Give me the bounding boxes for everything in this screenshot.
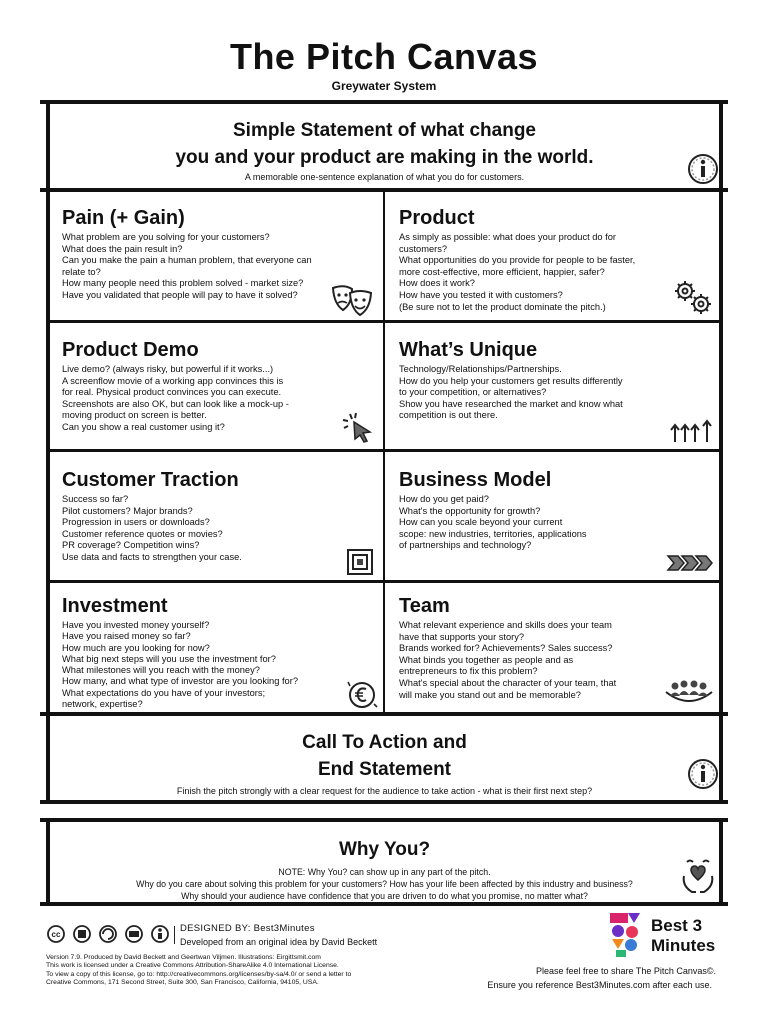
share-line-2: Ensure you reference Best3Minutes.com after each use. bbox=[487, 980, 712, 990]
license-line: This work is licensed under a Creative Commons Attribution-ShareAlike 4.0 International License. bbox=[46, 962, 339, 970]
info-icon bbox=[687, 153, 719, 185]
cc-license-icons bbox=[46, 924, 172, 944]
business-line: How can you scale beyond your current bbox=[399, 517, 563, 528]
section-business-model bbox=[399, 468, 714, 552]
arrows-up-icon bbox=[670, 418, 714, 444]
team-line: entrepreneurs to fix this problem? bbox=[399, 666, 538, 677]
team-people-icon bbox=[664, 678, 714, 706]
forward-arrows-icon bbox=[666, 552, 714, 574]
theatre-masks-icon bbox=[330, 284, 374, 318]
demo-line: Screenshots are also OK, but can look like a mock-up - bbox=[62, 398, 289, 409]
why-you-box bbox=[46, 818, 723, 906]
best3minutes-logo-icon bbox=[608, 912, 642, 958]
business-line: of partnerships and technology? bbox=[399, 540, 532, 551]
traction-line: PR coverage? Competition wins? bbox=[62, 540, 200, 551]
cta-line-2: End Statement bbox=[317, 759, 452, 780]
demo-line: Can you show a real customer using it? bbox=[62, 421, 225, 432]
heart-hands-icon bbox=[678, 858, 718, 898]
why-line: NOTE: Why You? can show up in any part of the pitch. bbox=[278, 867, 491, 877]
license-line: To view a copy of this license, go to: http://creativecommons.org/licenses/by-sa/4.0/ or send a letter to bbox=[46, 970, 352, 978]
product-title: Product bbox=[399, 207, 475, 229]
demo-line: for real. Physical product convinces you can execute. bbox=[62, 387, 282, 398]
traction-line: Pilot customers? Major brands? bbox=[62, 505, 193, 516]
investment-line: How many, and what type of investor are you looking for? bbox=[62, 676, 298, 687]
product-line: As simply as possible: what does your product do for bbox=[399, 232, 617, 242]
svg-text:cc: cc bbox=[51, 930, 61, 939]
statement-line-2: you and your product are making in the world. bbox=[175, 147, 594, 168]
investment-line: What expectations do you have of your investors; bbox=[62, 687, 266, 698]
gears-icon bbox=[672, 278, 714, 316]
statement-line-1: Simple Statement of what change bbox=[233, 120, 536, 141]
pain-line: Can you make the pain a human problem, that everyone can bbox=[62, 255, 312, 266]
business-line: scope: new industries, territories, applications bbox=[399, 528, 587, 539]
business-model-title: Business Model bbox=[399, 469, 552, 491]
investment-title: Investment bbox=[62, 595, 168, 617]
section-product bbox=[399, 206, 714, 313]
unique-line: How do you help your customers get results differently bbox=[399, 375, 623, 386]
traction-line: Progression in users or downloads? bbox=[62, 517, 210, 528]
product-line: (Be sure not to let the product dominate the pitch.) bbox=[399, 301, 606, 312]
investment-line: How much are you looking for now? bbox=[62, 642, 210, 653]
statement-box bbox=[46, 100, 723, 192]
team-title: Team bbox=[399, 595, 450, 617]
product-line: How does it work? bbox=[399, 278, 475, 289]
traction-line: Success so far? bbox=[62, 494, 129, 504]
why-line: Why do you care about solving this problem for your customers? How has your life been affected by this industry and business? bbox=[136, 879, 633, 889]
license-text bbox=[46, 954, 351, 988]
why-you-title: Why You? bbox=[338, 839, 431, 860]
team-line: will make you stand out and be memorable? bbox=[399, 689, 581, 700]
unique-line: to your competition, or alternatives? bbox=[399, 387, 547, 398]
license-line: Version 7.9. Produced by David Beckett and Geertwan Viljmen. Illustrations: Eirgittsmit.com bbox=[46, 954, 321, 961]
license-line: Creative Commons, 171 Second Street, Suite 300, San Francisco, California, 94105, USA. bbox=[46, 979, 319, 987]
unique-line: Technology/Relationships/Partnerships. bbox=[399, 364, 562, 374]
share-line-1: Please feel free to share The Pitch Canvas©. bbox=[535, 966, 716, 976]
investment-line: network, expertise? bbox=[62, 699, 143, 710]
cursor-click-icon bbox=[340, 410, 376, 444]
team-line: have that supports your story? bbox=[399, 631, 525, 642]
developed-from: Developed from an original idea by David Beckett bbox=[180, 937, 378, 947]
brand-name-line-1: Best 3 bbox=[651, 916, 703, 935]
product-line: customers? bbox=[399, 243, 448, 254]
call-to-action-box bbox=[46, 712, 723, 804]
unique-line: Show you have researched the market and know what bbox=[399, 398, 623, 409]
business-line: How do you get paid? bbox=[399, 494, 489, 504]
team-line: What's special about the character of your team, that bbox=[399, 677, 617, 688]
investment-line: What big next steps will you use the investment for? bbox=[62, 653, 276, 664]
euro-coin-icon bbox=[346, 680, 378, 710]
traction-line: Use data and facts to strengthen your case. bbox=[62, 551, 242, 562]
investment-line: What milestones will you reach with the money? bbox=[62, 665, 260, 676]
team-line: Brands worked for? Achievements? Sales success? bbox=[399, 643, 613, 654]
pain-line: relate to? bbox=[62, 266, 101, 277]
demo-line: moving product on screen is better. bbox=[62, 410, 207, 421]
cta-note: Finish the pitch strongly with a clear request for the audience to take action - what is their first next step? bbox=[176, 786, 593, 796]
section-whats-unique bbox=[399, 338, 714, 422]
traction-line: Customer reference quotes or movies? bbox=[62, 528, 223, 539]
product-line: more cost-effective, more efficient, happier, safer? bbox=[399, 266, 605, 277]
designed-by: DESIGNED BY: Best3Minutes bbox=[180, 923, 315, 934]
product-line: How have you tested it with customers? bbox=[399, 289, 563, 300]
team-line: What binds you together as people and as bbox=[399, 654, 574, 665]
business-line: What's the opportunity for growth? bbox=[399, 505, 541, 516]
pain-title: Pain (+ Gain) bbox=[62, 207, 185, 229]
customer-traction-title: Customer Traction bbox=[62, 469, 239, 491]
why-line: Why should your audience have confidence that you are driven to do what you promise, no matter what? bbox=[181, 891, 588, 901]
section-product-demo bbox=[62, 338, 377, 434]
brand-name-line-2: Minutes bbox=[651, 936, 716, 955]
team-line: What relevant experience and skills does your team bbox=[399, 620, 612, 630]
demo-line: Live demo? (always risky, but powerful if it works...) bbox=[62, 364, 274, 374]
statement-note: A memorable one-sentence explanation of what you do for customers. bbox=[244, 172, 525, 182]
whats-unique-title: What’s Unique bbox=[399, 339, 538, 361]
demo-line: A screenflow movie of a working app convinces this is bbox=[62, 375, 284, 386]
section-investment bbox=[62, 594, 377, 710]
page-subtitle: Greywater System bbox=[331, 79, 437, 93]
pain-line: What problem are you solving for your customers? bbox=[62, 232, 270, 242]
info-icon bbox=[687, 758, 719, 790]
investment-line: Have you invested money yourself? bbox=[62, 620, 210, 630]
pain-line: What does the pain result in? bbox=[62, 243, 183, 254]
section-customer-traction bbox=[62, 468, 377, 564]
product-line: What opportunities do you provide for people to be faster, bbox=[399, 255, 636, 266]
investment-line: Have you raised money so far? bbox=[62, 631, 191, 642]
target-square-icon bbox=[346, 548, 374, 576]
cta-line-1: Call To Action and bbox=[302, 732, 467, 753]
pain-line: How many people need this problem solved - market size? bbox=[62, 278, 304, 289]
product-demo-title: Product Demo bbox=[62, 339, 199, 361]
pain-line: Have you validated that people will pay to have it solved? bbox=[62, 289, 298, 300]
page-title: The Pitch Canvas bbox=[229, 36, 539, 77]
unique-line: competition is out there. bbox=[399, 410, 498, 421]
